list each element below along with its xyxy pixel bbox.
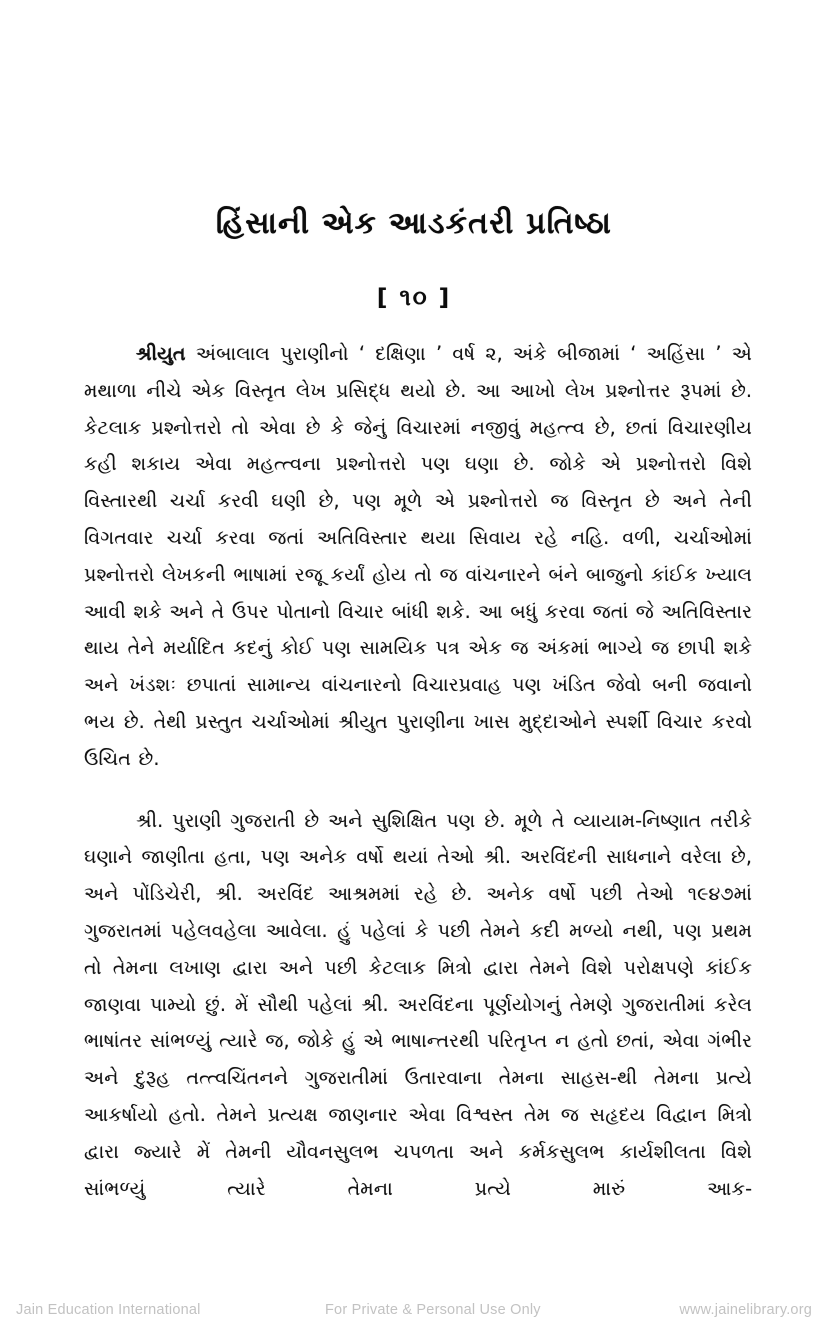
heading-block: [0, 205, 828, 311]
footer-website-url[interactable]: www.jainelibrary.org: [679, 1302, 812, 1318]
paragraph-2-text: શ્રી. પુરાણી ગુજરાતી છે અને સુશિક્ષિત પણ છે. મૂળે તે વ્યાયામ-નિષ્ણાત તરીકે ઘણાને જાણીતા હતા, પણ અનેક વર્ષો થયાં તેઓ શ્રી. અરવિંદની સાધનાને વરેલા છે, અને પોંડિચેરી, શ્રી. અરવિંદ આશ્રમમાં રહે છે. અનેક વર્ષો પછી તેઓ ૧૯૪૭માં ગુજરાતમાં પહેલવહેલા આવેલા. હું પહેલાં કે પછી તેમને કદી મળ્યો નથી, પણ પ્રથમ તો તેમના લખાણ દ્વારા અને પછી કેટલાક મિત્રો દ્વારા તેમને વિશે પરોક્ષપણે કાંઈક જાણવા પામ્યો છું. મેં સૌથી પહેલાં શ્રી. અરવિંદના પૂર્ણયોગનું તેમણે ગુજરાતીમાં કરેલ ભાષાંતર સાંભળ્યું ત્યારે જ, જોકે હું એ ભાષાન્તરથી પરિતૃપ્ત ન હતો છતાં, એવા ગંભીર અને દુરૂહ તત્ત્વચિંતનને ગુજરાતીમાં ઉતારવાના તેમના સાહસ-થી તેમના પ્રત્યે આકર્ષાયો હતો. તેમને પ્રત્યક્ષ જાણનાર એવા વિશ્વસ્ત તેમ જ સહૃદય વિદ્વાન મિત્રો દ્વારા જ્યારે મેં તેમની યૌવનસુલભ ચપળતા અને કર્મકસુલભ કાર્યશીલતા વિશે સાંભળ્યું ત્યારે તેમના પ્રત્યે મારું આક-: [84, 808, 752, 1200]
footer-publisher: Jain Education International: [16, 1302, 201, 1318]
section-number: [ ૧૦ ]: [376, 284, 452, 311]
paragraph-2: [84, 803, 752, 1245]
paragraph-1-lead-word: શ્રીયુત: [136, 342, 186, 365]
page-title: હિંસાની એક આડકંતરી પ્રતિષ્ઠા: [215, 206, 613, 241]
footer-usage-notice: For Private & Personal Use Only: [325, 1302, 541, 1318]
paragraph-1-text: અંબાલાલ પુરાણીનો ‘ દક્ષિણા ’ વર્ષ ૨, અંકે બીજામાં ‘ અહિંસા ’ એ મથાળા નીચે એક વિસ્તૃત લેખ પ્રસિદ્ધ થયો છે. આ આખો લેખ પ્રશ્નોત્તર રૂપમાં છે. કેટલાક પ્રશ્નોત્તરો તો એવા છે કે જેનું વિચારમાં નજીવું મહત્ત્વ છે, છતાં વિચારણીય કહી શકાય એવા મહત્ત્વના પ્રશ્નોત્તરો પણ ઘણા છે. જોકે એ પ્રશ્નોત્તરો વિશે વિસ્તારથી ચર્ચા કરવી ઘણી છે, પણ મૂળે એ પ્રશ્નોત્તરો જ વિસ્તૃત છે અને તેની વિગતવાર ચર્ચા કરવા જતાં અતિવિસ્તાર થયા સિવાય રહે નહિ. વળી, ચર્ચાઓમાં પ્રશ્નોત્તરો લેખકની ભાષામાં રજૂ કર્યાં હોય તો જ વાંચનારને બંને બાજુનો કાંઈક ખ્યાલ આવી શકે અને તે ઉપર પોતાનો વિચાર બાંધી શકે. આ બધું કરવા જતાં જે અતિવિસ્તાર થાય તેને મર્યાદિત કદનું કોઈ પણ સામયિક પત્ર એક જ અંકમાં ભાગ્યે જ છાપી શકે અને ખંડશઃ છપાતાં સામાન્ય વાંચનારનો વિચારપ્રવાહ પણ ખંડિત જેવો બની જવાનો ભય છે. તેથી પ્રસ્તુત ચર્ચાઓમાં શ્રીયુત પુરાણીના ખાસ મુદ્દાઓને સ્પર્શી વિચાર કરવો ઉચિત છે.: [84, 342, 752, 770]
page-footer: [0, 1295, 828, 1325]
body-text-column: [84, 336, 752, 1244]
paragraph-1: [84, 336, 752, 778]
